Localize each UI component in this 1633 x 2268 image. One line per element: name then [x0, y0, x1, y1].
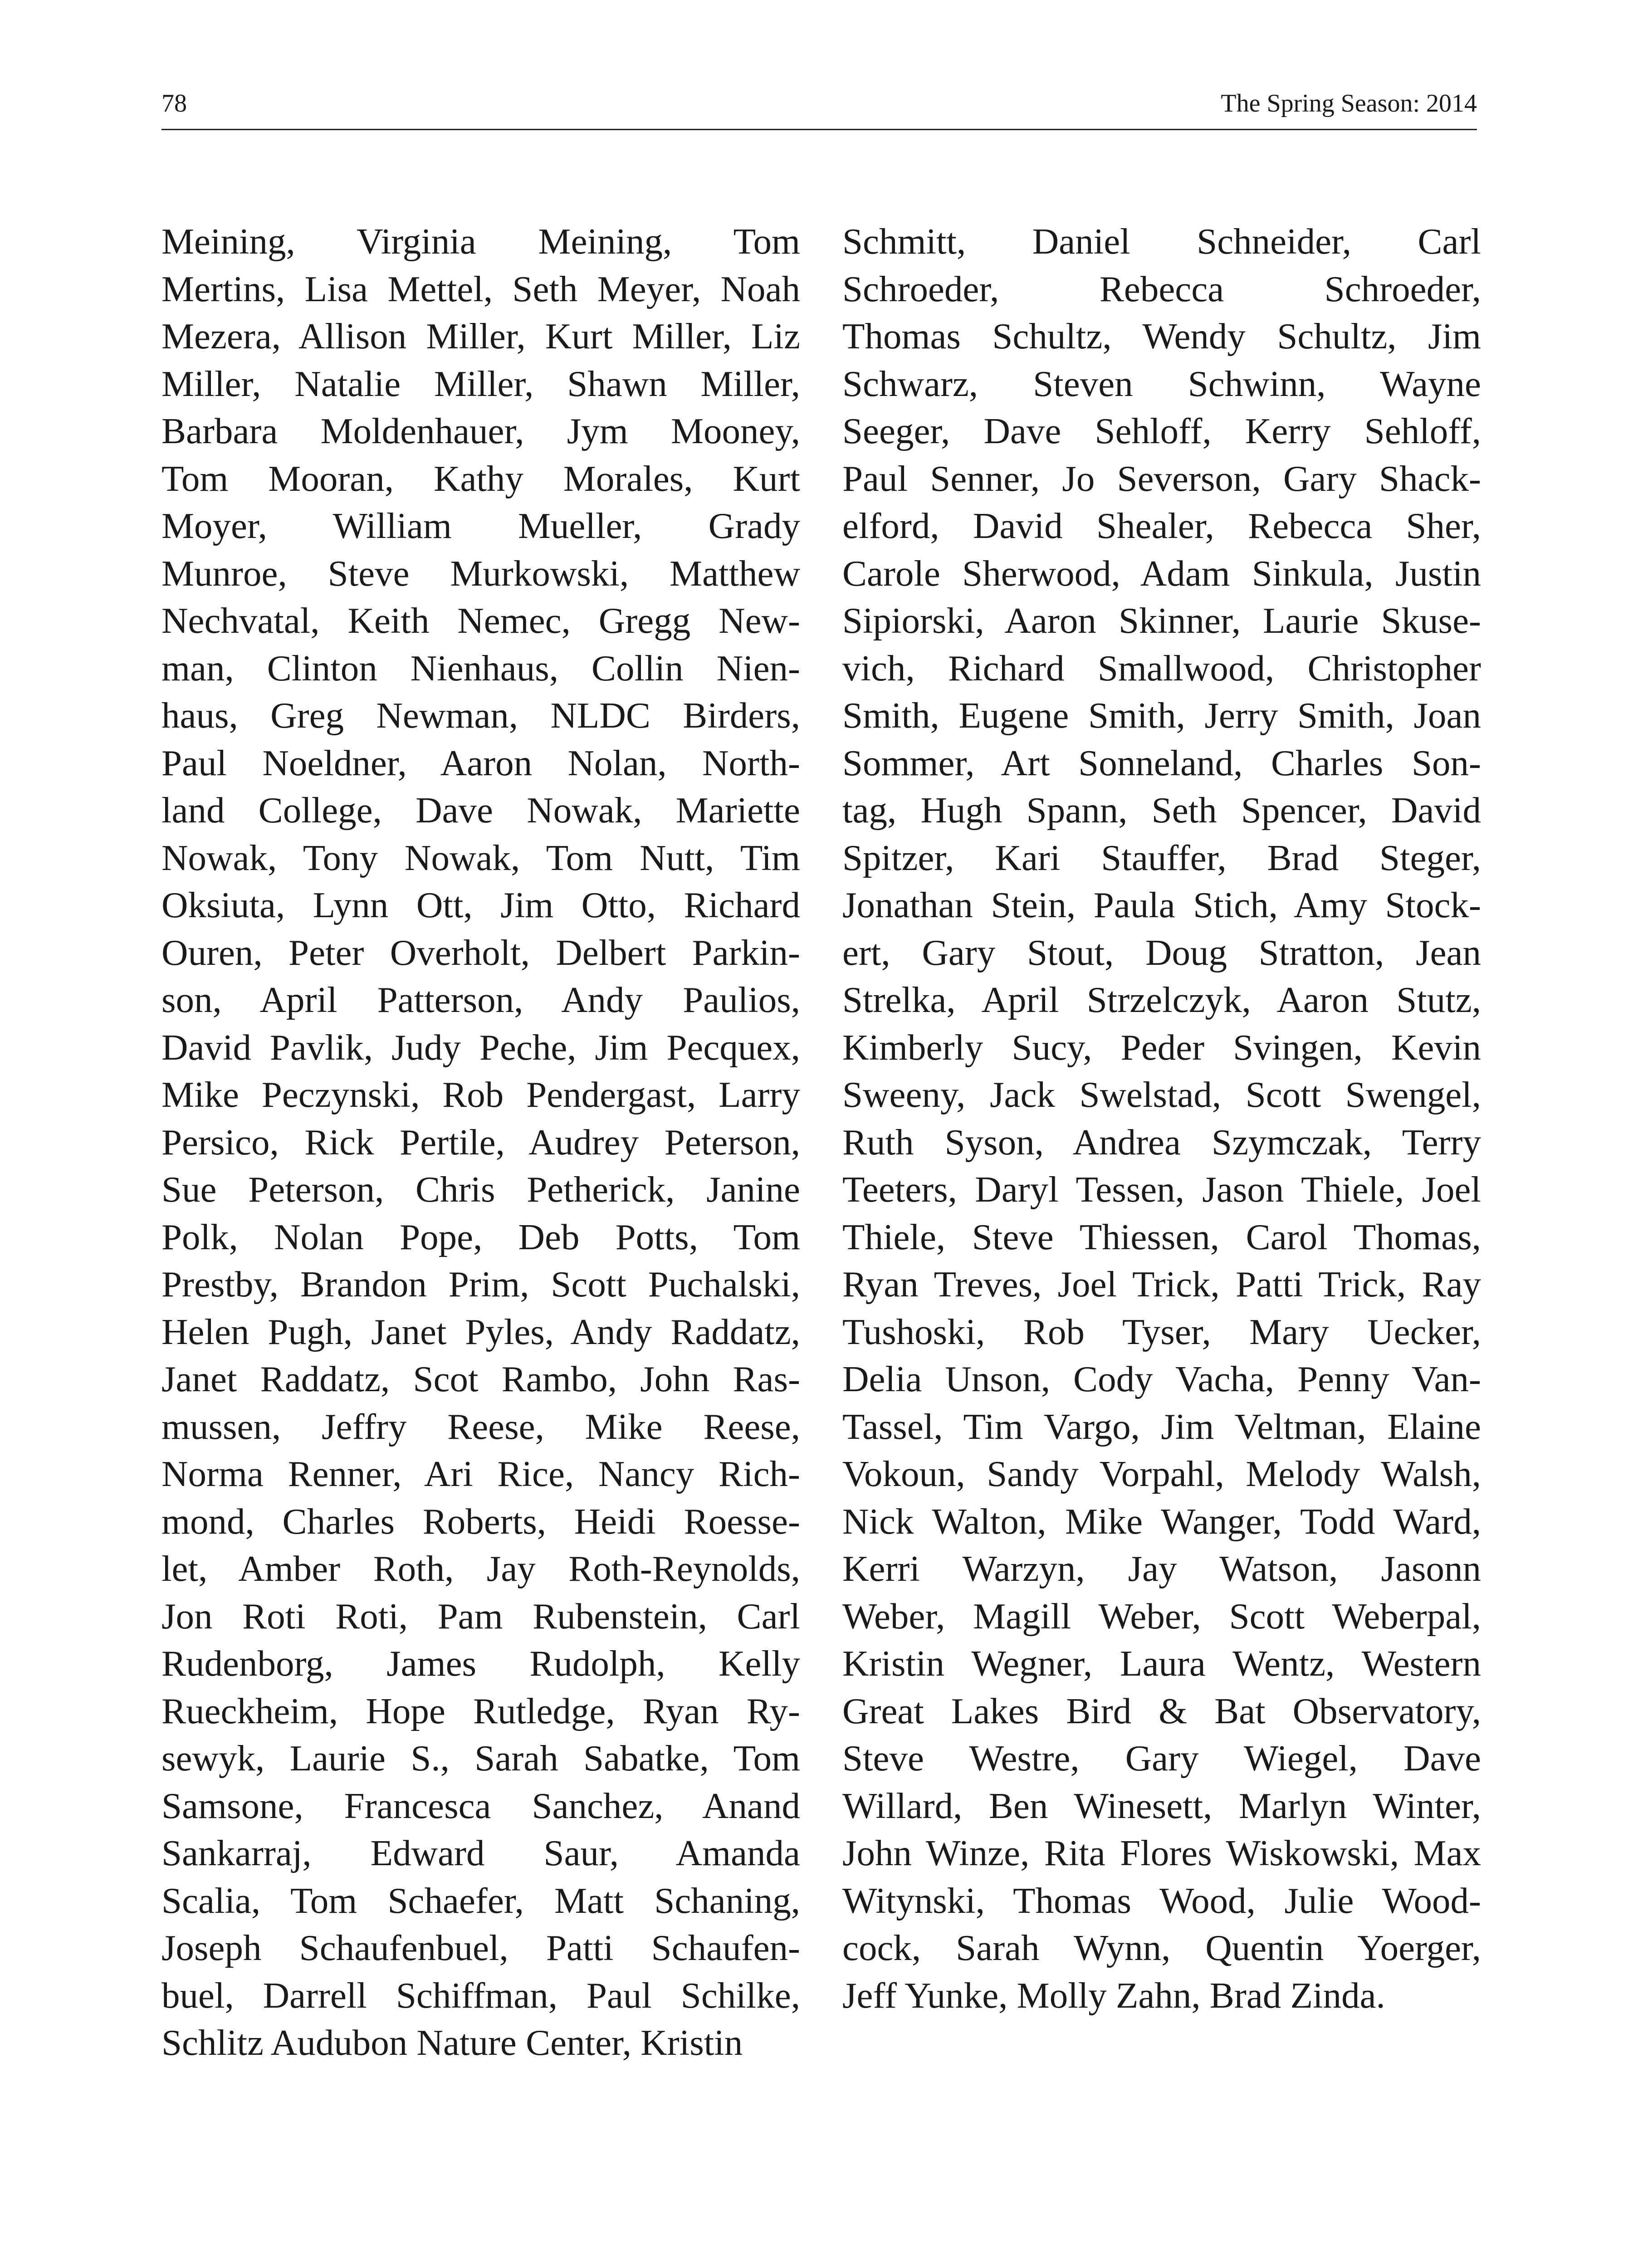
right-column-line: tag, Hugh Spann, Seth Spencer, David: [842, 790, 1481, 831]
right-column-line: Smith, Eugene Smith, Jerry Smith, Joan: [842, 695, 1481, 736]
right-column-line: vich, Richard Smallwood, Christopher: [842, 647, 1481, 689]
left-column-line: Joseph Schaufenbuel, Patti Schaufen-: [161, 1927, 800, 1968]
left-column-line: Munroe, Steve Murkowski, Matthew: [161, 552, 800, 594]
left-column-line: Jon Roti Roti, Pam Rubenstein, Carl: [161, 1595, 800, 1637]
right-column-line: Great Lakes Bird & Bat Observatory,: [842, 1690, 1481, 1731]
left-column-line: Helen Pugh, Janet Pyles, Andy Raddatz,: [161, 1311, 800, 1352]
right-column-line: Delia Unson, Cody Vacha, Penny Van-: [842, 1359, 1481, 1399]
left-column-line: buel, Darrell Schiffman, Paul Schilke,: [161, 1975, 800, 2016]
left-column-line: Persico, Rick Pertile, Audrey Peterson,: [161, 1121, 800, 1163]
left-column-line: Samsone, Francesca Sanchez, Anand: [161, 1785, 800, 1826]
left-column-line: Mertins, Lisa Mettel, Seth Meyer, Noah: [161, 268, 800, 309]
left-column: [161, 218, 800, 2067]
right-column-line: Schmitt, Daniel Schneider, Carl: [842, 221, 1481, 262]
left-column-line: son, April Patterson, Andy Paulios,: [161, 979, 800, 1020]
right-column-line: Vokoun, Sandy Vorpahl, Melody Walsh,: [842, 1453, 1481, 1494]
right-column-line: Jeff Yunke, Molly Zahn, Brad Zinda.: [842, 1975, 1385, 2016]
right-column-line: Thomas Schultz, Wendy Schultz, Jim: [842, 316, 1481, 357]
left-column-line: Mezera, Allison Miller, Kurt Miller, Liz: [161, 316, 800, 357]
page-number: 78: [161, 89, 187, 117]
left-column-line: Oksiuta, Lynn Ott, Jim Otto, Richard: [161, 885, 800, 925]
left-column-line: Barbara Moldenhauer, Jym Mooney,: [161, 411, 800, 451]
left-column-line: Sankarraj, Edward Saur, Amanda: [161, 1833, 800, 1873]
left-column-line: Nechvatal, Keith Nemec, Gregg New-: [161, 600, 800, 641]
right-column-line: Ruth Syson, Andrea Szymczak, Terry: [842, 1121, 1481, 1163]
right-column-line: Spitzer, Kari Stauffer, Brad Steger,: [842, 837, 1481, 878]
right-column-line: Kerri Warzyn, Jay Watson, Jasonn: [842, 1548, 1481, 1589]
left-column-line: Polk, Nolan Pope, Deb Potts, Tom: [161, 1216, 800, 1257]
right-column-line: Paul Senner, Jo Severson, Gary Shack-: [842, 458, 1481, 499]
right-column-line: Carole Sherwood, Adam Sinkula, Justin: [842, 552, 1481, 594]
right-column-line: Tassel, Tim Vargo, Jim Veltman, Elaine: [842, 1406, 1481, 1447]
left-column-line: let, Amber Roth, Jay Roth-Reynolds,: [161, 1548, 800, 1589]
left-column-line: Nowak, Tony Nowak, Tom Nutt, Tim: [161, 837, 800, 878]
right-column-line: Seeger, Dave Sehloff, Kerry Sehloff,: [842, 411, 1481, 451]
right-column-line: Teeters, Daryl Tessen, Jason Thiele, Joel: [842, 1169, 1481, 1210]
right-column-line: Sommer, Art Sonneland, Charles Son-: [842, 742, 1481, 783]
right-column-line: Witynski, Thomas Wood, Julie Wood-: [842, 1880, 1481, 1921]
right-column-line: Thiele, Steve Thiessen, Carol Thomas,: [842, 1216, 1481, 1257]
left-column-line: Janet Raddatz, Scot Rambo, John Ras-: [161, 1359, 800, 1399]
right-column-line: cock, Sarah Wynn, Quentin Yoerger,: [842, 1927, 1481, 1968]
left-column-line: Moyer, William Mueller, Grady: [161, 505, 800, 546]
right-column-line: Willard, Ben Winesett, Marlyn Winter,: [842, 1785, 1481, 1826]
left-column-line: sewyk, Laurie S., Sarah Sabatke, Tom: [161, 1738, 800, 1779]
left-column-line: Miller, Natalie Miller, Shawn Miller,: [161, 363, 800, 404]
right-column-line: Weber, Magill Weber, Scott Weberpal,: [842, 1595, 1481, 1637]
left-column-line: Mike Peczynski, Rob Pendergast, Larry: [161, 1074, 800, 1115]
right-column-line: Strelka, April Strzelczyk, Aaron Stutz,: [842, 979, 1481, 1020]
right-column-line: Kimberly Sucy, Peder Svingen, Kevin: [842, 1026, 1481, 1068]
right-column-line: Steve Westre, Gary Wiegel, Dave: [842, 1738, 1481, 1779]
left-column-line: mussen, Jeffry Reese, Mike Reese,: [161, 1406, 800, 1447]
running-title: The Spring Season: 2014: [1221, 89, 1477, 117]
right-column-line: Schwarz, Steven Schwinn, Wayne: [842, 363, 1481, 404]
right-column-line: Jonathan Stein, Paula Stich, Amy Stock-: [842, 885, 1481, 925]
left-column-line: David Pavlik, Judy Peche, Jim Pecquex,: [161, 1026, 800, 1068]
left-column-line: Schlitz Audubon Nature Center, Kristin: [161, 2022, 743, 2063]
left-column-line: Meining, Virginia Meining, Tom: [161, 221, 800, 262]
left-column-line: Paul Noeldner, Aaron Nolan, North-: [161, 742, 800, 783]
left-column-line: land College, Dave Nowak, Mariette: [161, 790, 800, 831]
right-column-line: Sipiorski, Aaron Skinner, Laurie Skuse-: [842, 600, 1481, 641]
right-column-line: Kristin Wegner, Laura Wentz, Western: [842, 1643, 1481, 1684]
running-header: [161, 85, 1477, 130]
left-column-line: Rueckheim, Hope Rutledge, Ryan Ry-: [161, 1690, 800, 1731]
left-column-line: Tom Mooran, Kathy Morales, Kurt: [161, 458, 800, 499]
right-column-line: ert, Gary Stout, Doug Stratton, Jean: [842, 932, 1481, 973]
left-column-line: Norma Renner, Ari Rice, Nancy Rich-: [161, 1453, 800, 1494]
left-column-line: mond, Charles Roberts, Heidi Roesse-: [161, 1501, 800, 1542]
right-column-line: John Winze, Rita Flores Wiskowski, Max: [842, 1833, 1481, 1873]
right-column-line: Nick Walton, Mike Wanger, Todd Ward,: [842, 1501, 1481, 1542]
right-column: [842, 218, 1481, 2019]
left-column-line: Scalia, Tom Schaefer, Matt Schaning,: [161, 1880, 800, 1921]
right-column-line: Schroeder, Rebecca Schroeder,: [842, 268, 1481, 309]
left-column-line: Sue Peterson, Chris Petherick, Janine: [161, 1169, 800, 1210]
right-column-line: Ryan Treves, Joel Trick, Patti Trick, Ray: [842, 1264, 1481, 1305]
right-column-line: Tushoski, Rob Tyser, Mary Uecker,: [842, 1311, 1481, 1352]
left-column-line: Prestby, Brandon Prim, Scott Puchalski,: [161, 1264, 800, 1305]
left-column-line: man, Clinton Nienhaus, Collin Nien-: [161, 647, 800, 689]
left-column-line: Rudenborg, James Rudolph, Kelly: [161, 1643, 800, 1684]
right-column-line: elford, David Shealer, Rebecca Sher,: [842, 505, 1481, 546]
right-column-line: Sweeny, Jack Swelstad, Scott Swengel,: [842, 1074, 1481, 1115]
left-column-line: Ouren, Peter Overholt, Delbert Parkin-: [161, 932, 800, 973]
left-column-line: haus, Greg Newman, NLDC Birders,: [161, 695, 800, 736]
